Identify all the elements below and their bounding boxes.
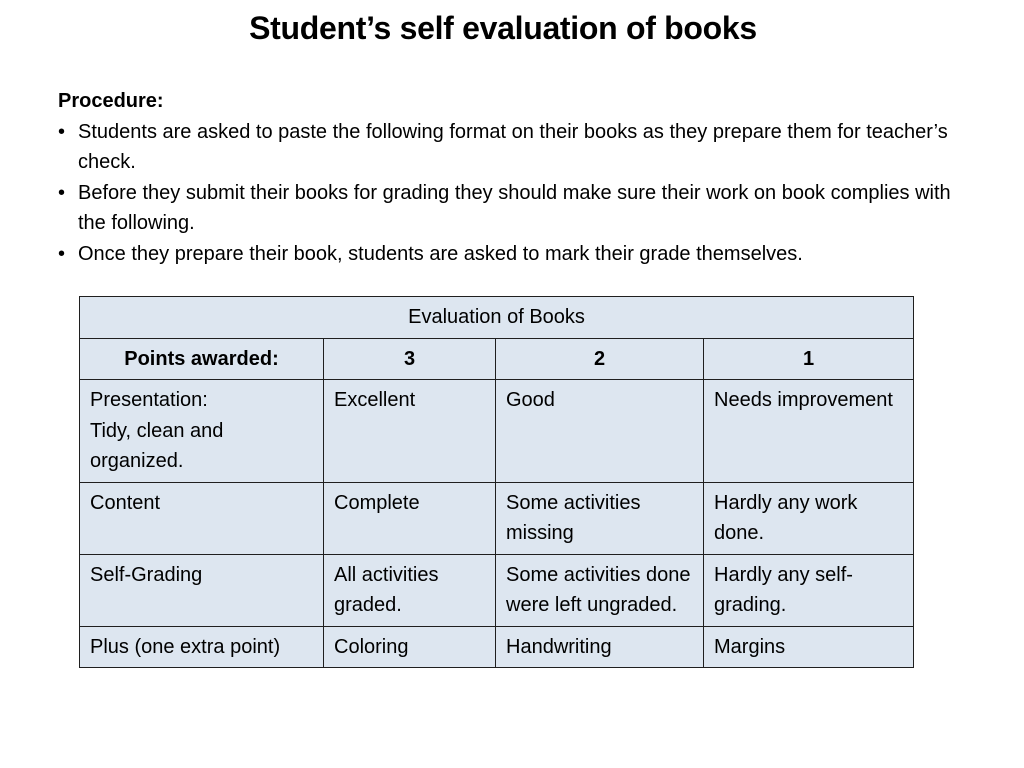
criterion-cell: Self-Grading <box>80 554 324 626</box>
header-points-awarded: Points awarded: <box>80 338 324 380</box>
slide-title: Student’s self evaluation of books <box>249 10 757 46</box>
score-1-cell: Hardly any self-grading. <box>704 554 914 626</box>
table-row <box>80 554 914 626</box>
header-score-1: 1 <box>704 338 914 380</box>
procedure-bullet-item <box>58 178 958 239</box>
score-3-cell: Excellent <box>324 380 496 483</box>
score-1-cell: Hardly any work done. <box>704 482 914 554</box>
score-3-cell: All activities graded. <box>324 554 496 626</box>
procedure-bullet-text: Before they submit their books for grading they should make sure their work on book complies with the following. <box>78 181 951 234</box>
table-caption: Evaluation of Books <box>80 297 914 339</box>
score-1-cell: Needs improvement <box>704 380 914 483</box>
criterion-cell <box>80 380 324 483</box>
procedure-bullet-item <box>58 239 958 270</box>
procedure-bullet-text: Once they prepare their book, students are asked to mark their grade themselves. <box>78 242 803 265</box>
procedure-heading: Procedure: <box>58 90 164 112</box>
score-2-cell: Good <box>496 380 704 483</box>
score-3-cell: Coloring <box>324 626 496 668</box>
bullet-icon: • <box>58 181 66 204</box>
criterion-cell: Plus (one extra point) <box>80 626 324 668</box>
bullet-icon: • <box>58 242 66 265</box>
header-score-2: 2 <box>496 338 704 380</box>
bullet-icon: • <box>58 120 66 143</box>
table-row <box>80 626 914 668</box>
criterion-label: Presentation: <box>90 389 208 411</box>
evaluation-table <box>79 296 914 668</box>
table-row <box>80 380 914 483</box>
table-header-row <box>80 338 914 380</box>
score-3-cell: Complete <box>324 482 496 554</box>
score-2-cell: Some activities missing <box>496 482 704 554</box>
procedure-bullet-item <box>58 117 958 178</box>
score-2-cell: Handwriting <box>496 626 704 668</box>
procedure-bullet-list <box>58 117 958 270</box>
criterion-description: Tidy, clean and organized. <box>90 419 224 472</box>
procedure-bullet-text: Students are asked to paste the following format on their books as they prepare them for teacher’s check. <box>78 120 948 173</box>
table-row <box>80 482 914 554</box>
table-caption-row <box>80 297 914 339</box>
criterion-cell: Content <box>80 482 324 554</box>
score-2-cell: Some activities done were left ungraded. <box>496 554 704 626</box>
procedure-section <box>58 86 958 269</box>
header-score-3: 3 <box>324 338 496 380</box>
score-1-cell: Margins <box>704 626 914 668</box>
